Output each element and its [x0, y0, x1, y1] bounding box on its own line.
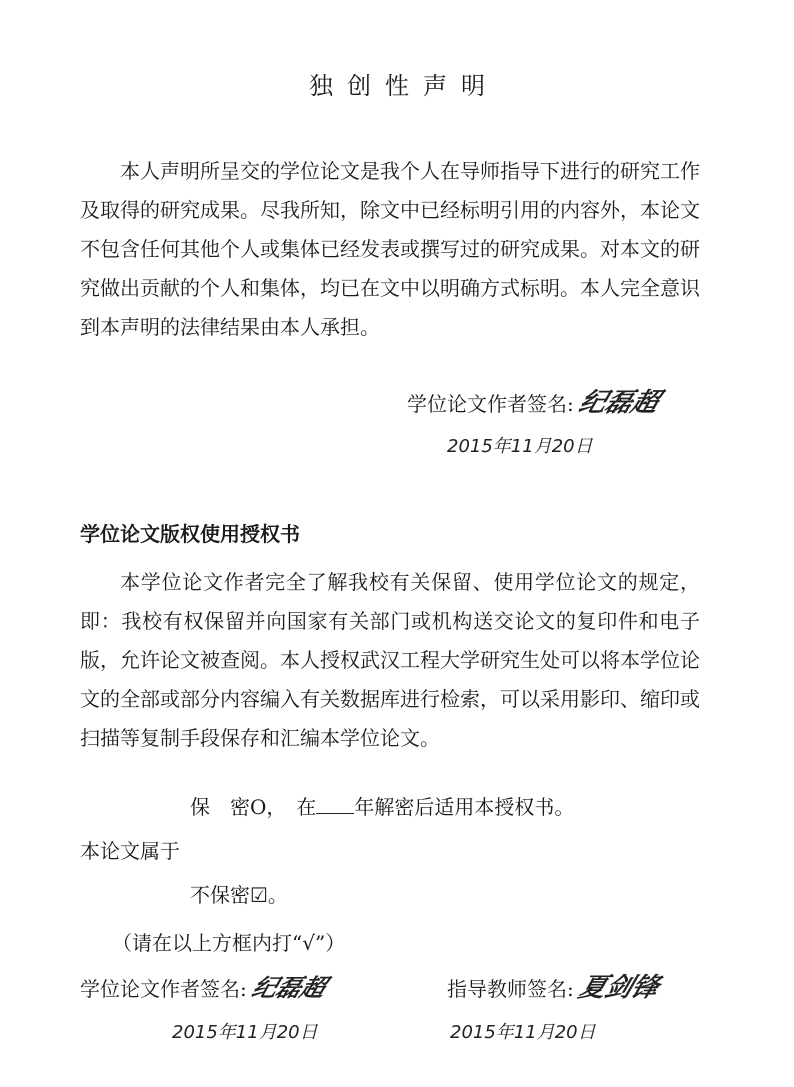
author-signature: 纪磊超 — [248, 974, 330, 1002]
declaration-paragraph: 本人声明所呈交的学位论文是我个人在导师指导下进行的研究工作及取得的研究成果。尽我所知，除文中已经标明引用的内容外，本论文不包含任何其他个人或集体已经发表或撰写过的研究成果。对本文的研究做出贡献的个人和集体，均已在文中以明确方式标明。本人完全意识到本声明的法律结果由本人承担。 — [80, 159, 700, 339]
declaration-author-signature-line — [407, 388, 663, 419]
authorization-paragraph: 本学位论文作者完全了解我校有关保留、使用学位论文的规定，即：我校有权保留并向国家有关部门或机构送交论文的复印件和电子版，允许论文被查阅。本人授权武汉工程大学研究生处可以将本学位论文的全部或部分内容编入有关数据库进行检索，可以采用影印、缩印或扫描等复制手段保存和汇编本学位论文。 — [80, 570, 700, 750]
secret-suffix: 年解密后适用本授权书。 — [354, 795, 575, 819]
not-secret-option: 不保密☑。 — [190, 883, 288, 907]
supervisor-label: 指导教师签名: — [447, 977, 574, 1001]
authorization-heading: 学位论文版权使用授权书 — [80, 522, 300, 546]
declaration-date: 2015年11月20日 — [447, 436, 593, 457]
page-title: 独创性声明 — [309, 72, 499, 100]
supervisor-signature-line — [447, 973, 663, 1004]
supervisor-date: 2015年11月20日 — [450, 1022, 596, 1043]
checkbox-note: （请在以上方框内打“√”） — [112, 931, 346, 955]
declaration-author-label: 学位论文作者签名: — [407, 392, 574, 416]
author-signature-line — [80, 973, 330, 1004]
author-date: 2015年11月20日 — [172, 1022, 318, 1043]
secret-prefix: 保 密O， 在 — [190, 795, 317, 819]
author-label: 学位论文作者签名: — [80, 977, 247, 1001]
secret-line — [190, 792, 574, 822]
decrypt-years-blank — [316, 793, 354, 814]
supervisor-signature: 夏剑锋 — [575, 973, 663, 1003]
declaration-author-signature: 纪磊超 — [575, 388, 663, 418]
belongs-label: 本论文属于 — [80, 839, 180, 863]
